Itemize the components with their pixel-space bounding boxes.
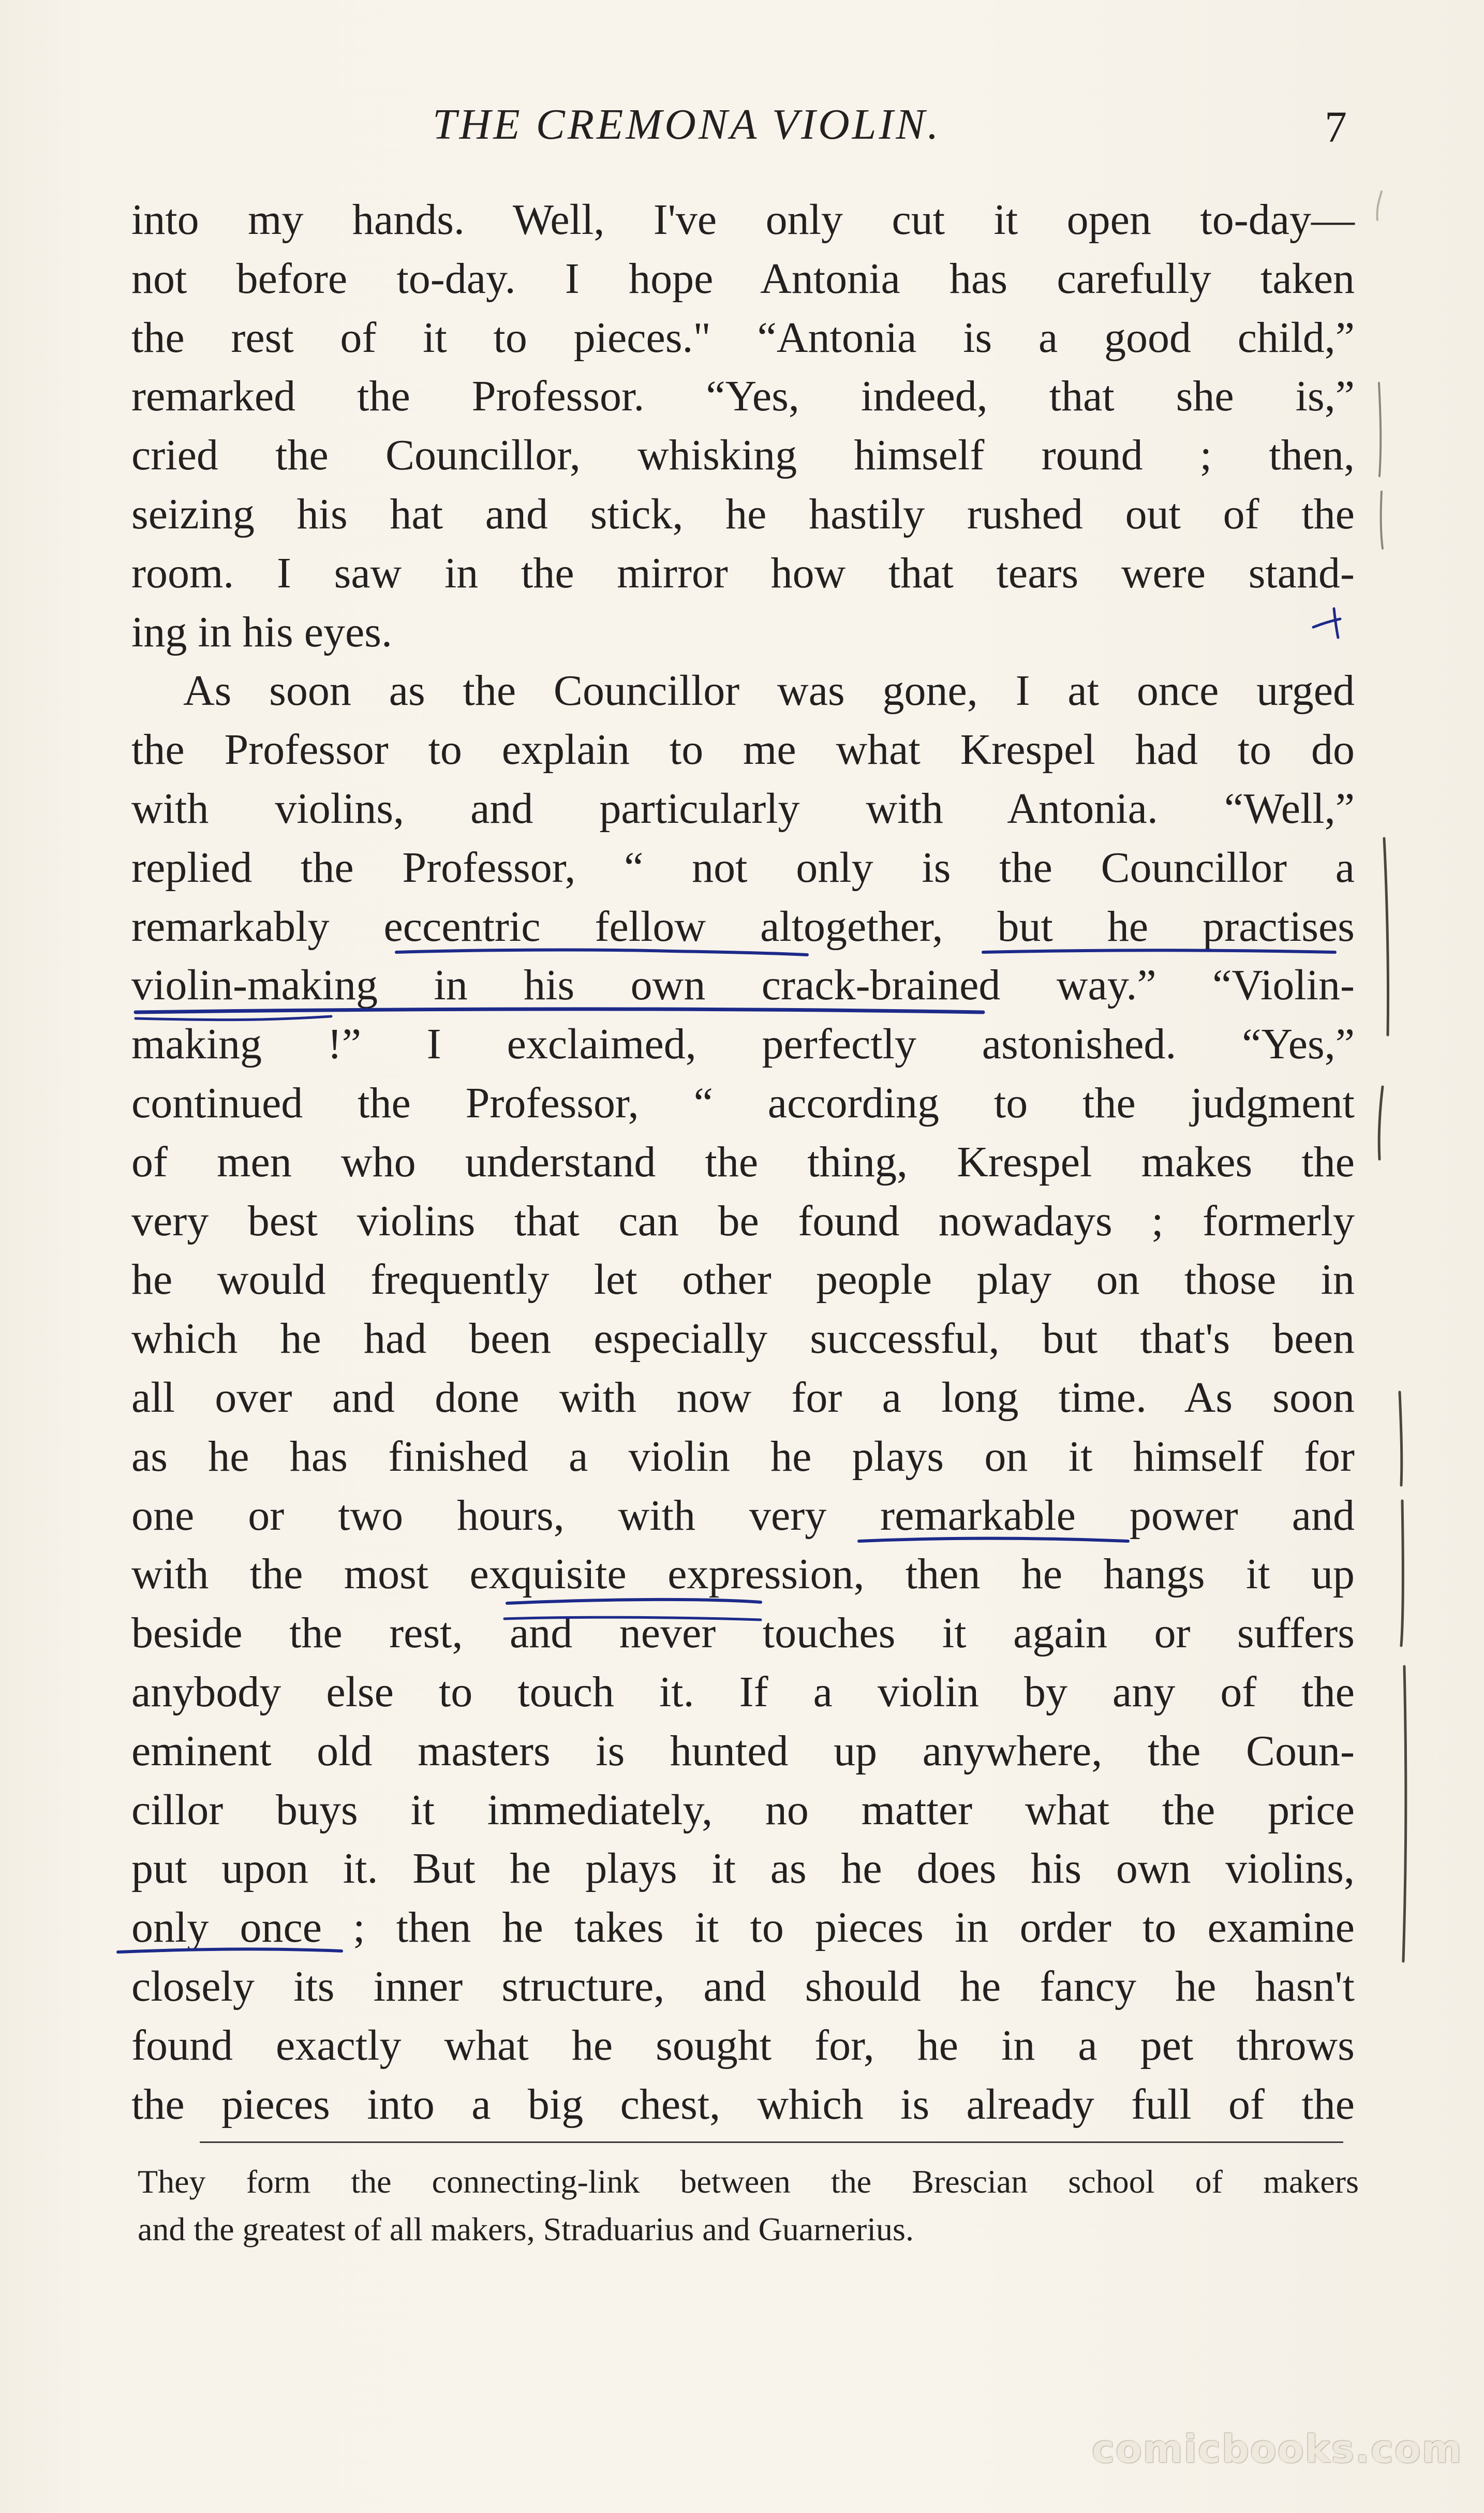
text-line: found exactly what he sought for, he in a pet throws [131,2021,1355,2069]
margin-bracket-mark [1379,383,1381,476]
text-line: the pieces into a big chest, which is already full of the [131,2080,1355,2128]
margin-bracket-mark [1401,1501,1403,1646]
margin-bracket-mark [1403,1666,1406,1961]
text-line: of men who understand the thing, Krespel makes the [131,1137,1355,1186]
margin-bracket-mark [1379,1087,1383,1159]
text-line: the rest of it to pieces." “Antonia is a good child,” [131,313,1355,362]
running-head [0,96,1484,153]
text-line: eminent old masters is hunted up anywhere, the Coun- [131,1726,1355,1775]
footnote-divider [200,2141,1343,2143]
text-line: not before to-day. I hope Antonia has carefully taken [131,254,1355,303]
text-line: with the most exquisite expression, then he hangs it up [131,1550,1355,1599]
paragraph-first-line: As soon as the Councillor was gone, I at once urged [183,667,1355,715]
text-line: remarkably eccentric fellow altogether, but he practises [131,902,1355,951]
text-line: replied the Professor, “ not only is the Councillor a [131,843,1355,892]
text-line: remarked the Professor. “Yes, indeed, that she is,” [131,372,1355,421]
margin-bracket-mark [1384,838,1388,1035]
text-line: seizing his hat and stick, he hastily rushed out of the [131,490,1355,538]
text-line: room. I saw in the mirror how that tears were stand- [131,549,1355,597]
text-line: very best violins that can be found nowadays ; formerly [131,1196,1355,1245]
page-number: 7 [1325,102,1347,152]
footnote [138,2158,1359,2253]
text-line: anybody else to touch it. If a violin by any of the [131,1667,1355,1716]
text-line: continued the Professor, “ according to the judgment [131,1078,1355,1127]
margin-bracket-mark [1381,492,1383,549]
text-line: put upon it. But he plays it as he does his own violins, [131,1844,1355,1893]
footnote-line: and the greatest of all makers, Straduarius and Guarnerius. [138,2211,914,2248]
text-line: cried the Councillor, whisking himself round ; then, [131,431,1355,480]
margin-bracket-mark [1377,191,1382,220]
text-line: one or two hours, with very remarkable power and [131,1491,1355,1540]
text-line: with violins, and particularly with Antonia. “Well,” [131,784,1355,833]
text-line: violin-making in his own crack-brained way.” “Violin- [131,961,1355,1010]
text-line: cillor buys it immediately, no matter what the price [131,1785,1355,1834]
text-line: ing in his eyes. [131,608,392,656]
text-line: beside the rest, and never touches it again or suffers [131,1609,1355,1658]
margin-bracket-mark [1400,1392,1402,1485]
running-title: THE CREMONA VIOLIN. [433,100,941,149]
text-line: into my hands. Well, I've only cut it open to-day— [131,196,1355,244]
text-line: all over and done with now for a long time. As soon [131,1373,1355,1422]
body-text [131,190,1355,2134]
text-line: as he has finished a violin he plays on it himself for [131,1432,1355,1481]
footnote-line: They form the connecting-link between the Brescian school of makers [138,2163,1359,2200]
text-line: only once ; then he takes it to pieces in order to examine [131,1903,1355,1952]
text-line: which he had been especially successful, but that's been [131,1314,1355,1363]
text-line: making !” I exclaimed, perfectly astonished. “Yes,” [131,1020,1355,1069]
text-line: he would frequently let other people play on those in [131,1255,1355,1304]
watermark: comicbooks.com [1092,2427,1463,2472]
text-line: closely its inner structure, and should he fancy he hasn't [131,1962,1355,2011]
text-line: the Professor to explain to me what Krespel had to do [131,726,1355,774]
